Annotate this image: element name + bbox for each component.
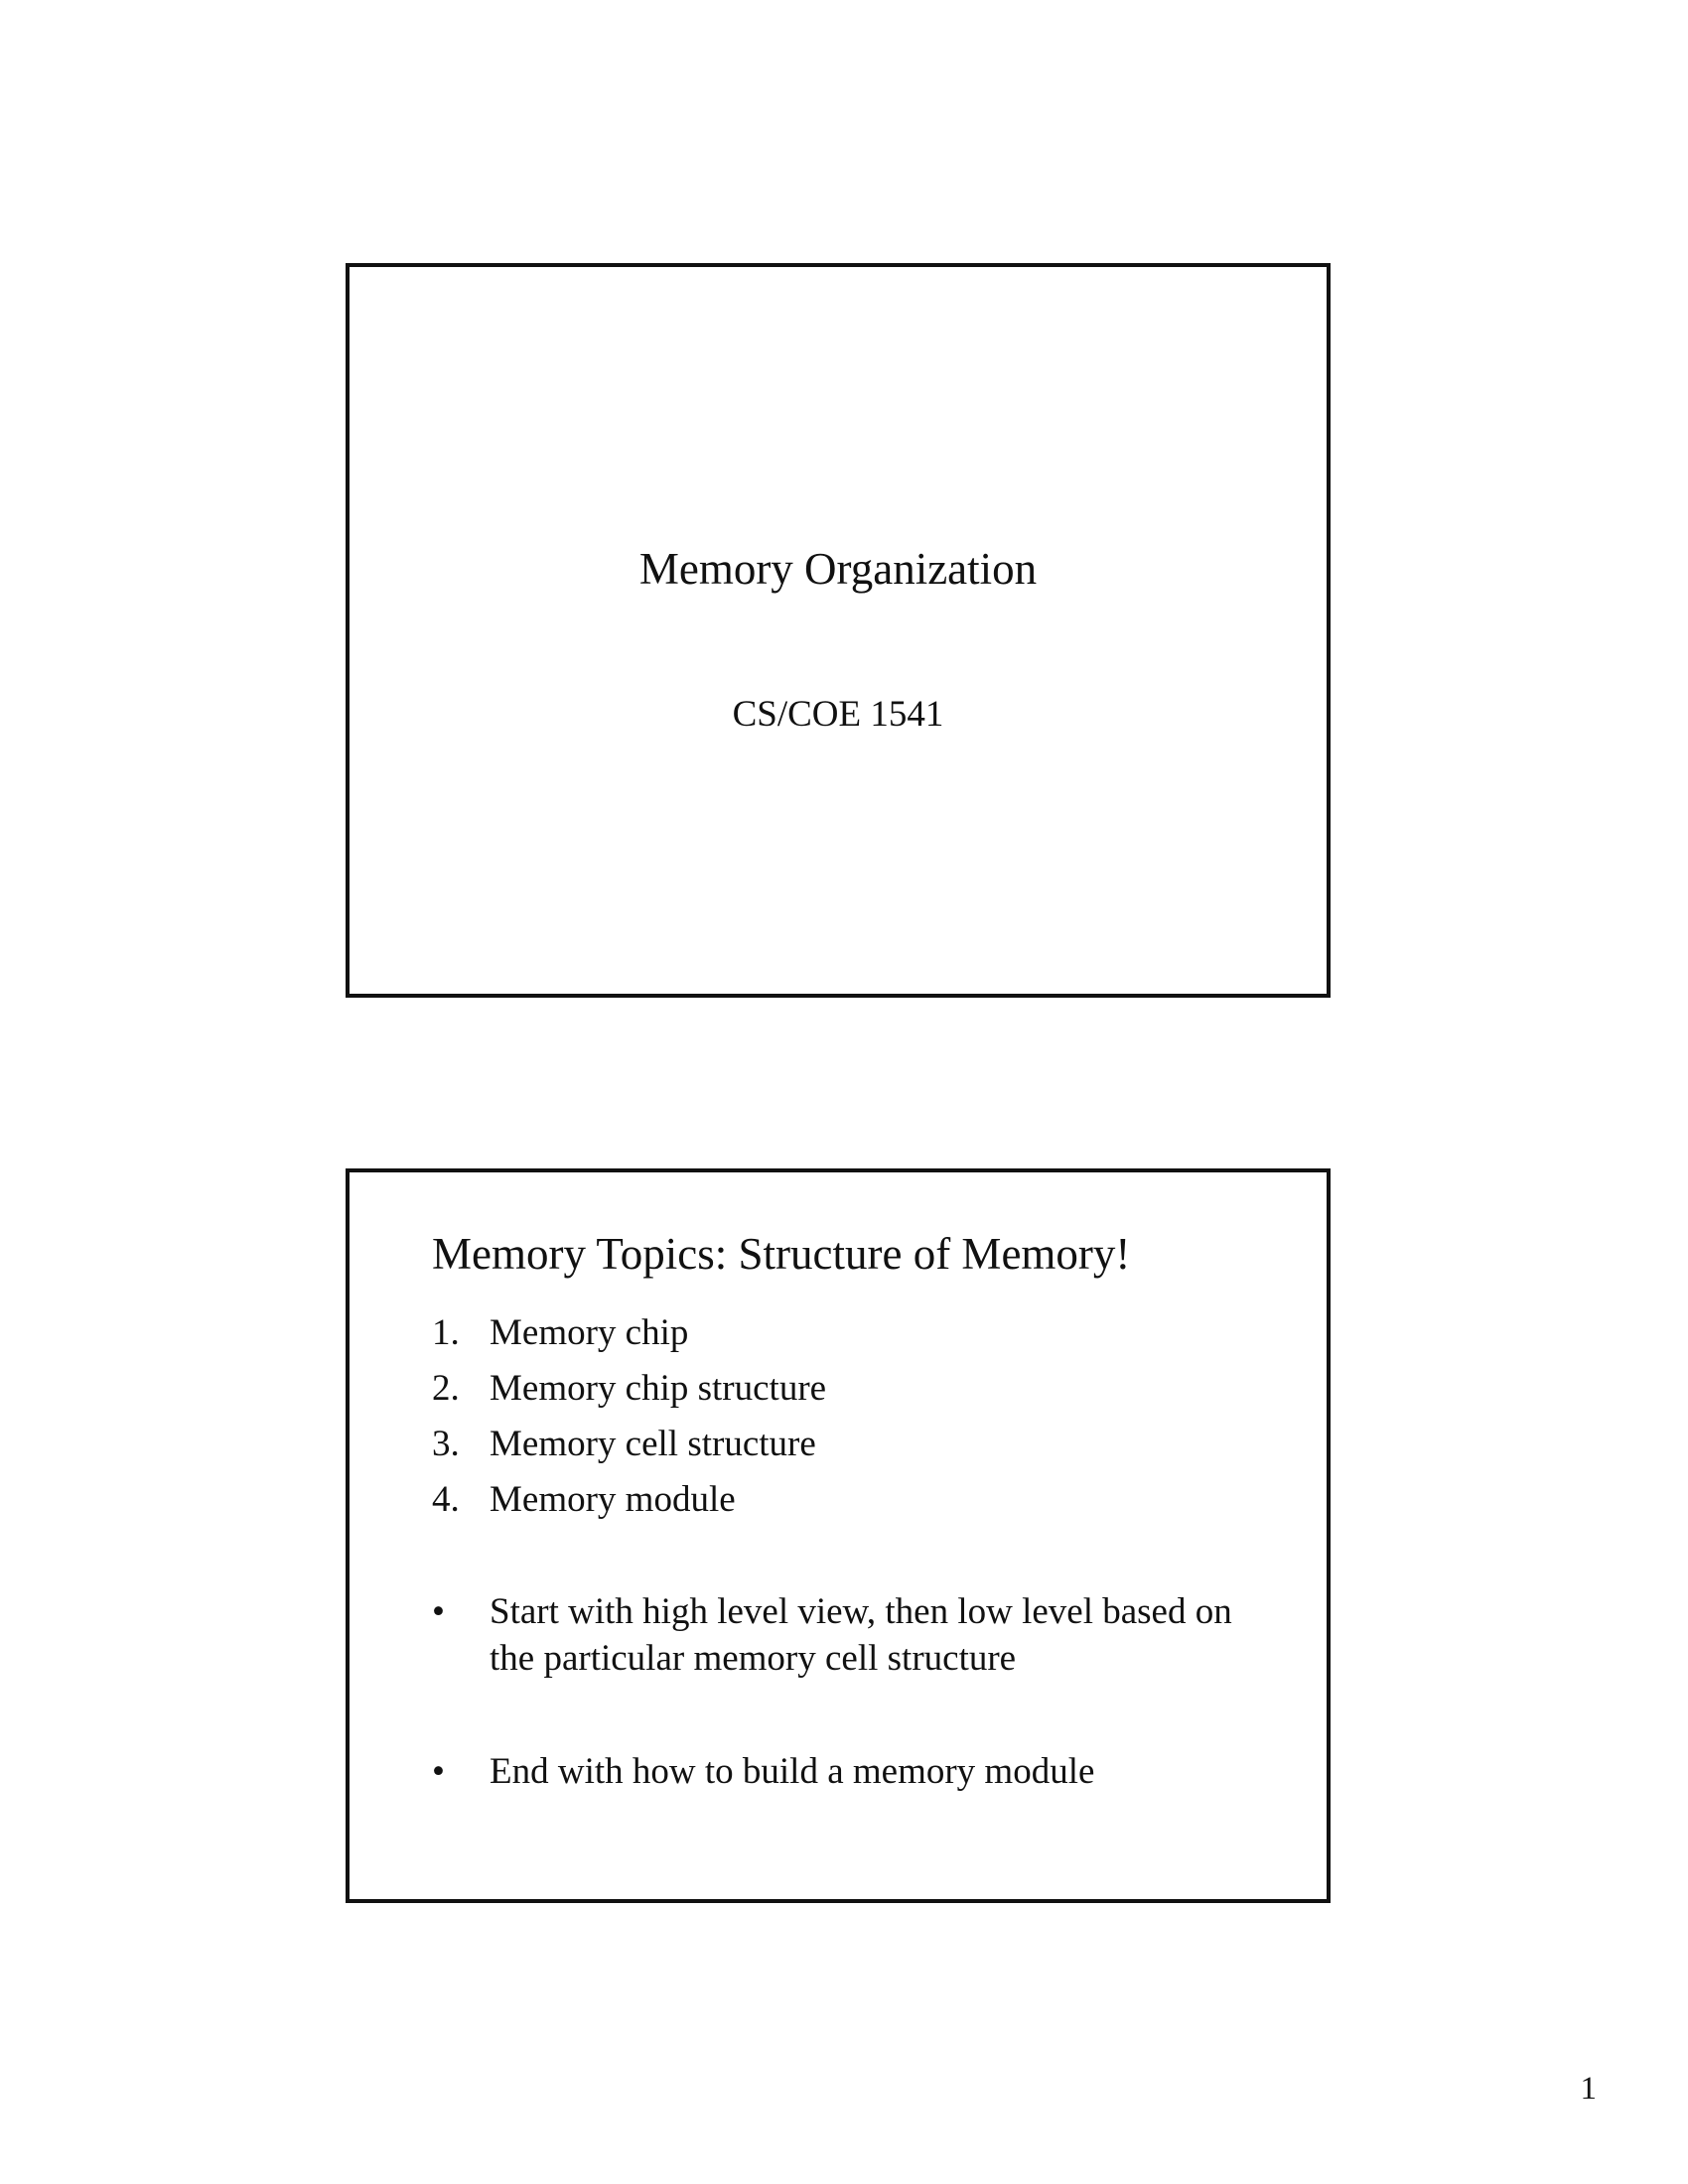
list-item-text: Memory chip structure <box>490 1368 827 1409</box>
list-item-text: Memory module <box>490 1479 736 1520</box>
bullet-marker: • <box>432 1751 445 1792</box>
slide-1-subtitle: CS/COE 1541 <box>732 694 944 735</box>
list-item-number: 4. <box>432 1479 460 1520</box>
list-item-text: Memory chip <box>490 1312 689 1353</box>
list-item <box>432 1314 826 1370</box>
slide-2 <box>346 1168 1331 1903</box>
numbered-list <box>432 1314 826 1537</box>
bullet-text: Start with high level view, then low level based on the particular memory cell structure <box>490 1591 1232 1679</box>
list-item-number: 1. <box>432 1312 460 1353</box>
list-item-text: Memory cell structure <box>490 1424 816 1464</box>
list-item-number: 2. <box>432 1368 460 1409</box>
list-item <box>432 1481 826 1537</box>
bullet-marker: • <box>432 1591 445 1632</box>
slide-1-title: Memory Organization <box>638 544 1038 594</box>
bullet-item <box>432 1588 1246 1682</box>
list-item <box>432 1370 826 1426</box>
list-item <box>432 1426 826 1481</box>
slide-1 <box>346 263 1331 998</box>
bullet-text: End with how to build a memory module <box>490 1751 1095 1792</box>
list-item-number: 3. <box>432 1424 460 1464</box>
slide-2-title: Memory Topics: Structure of Memory! <box>432 1229 1131 1279</box>
page-number: 1 <box>1580 2071 1597 2107</box>
bullet-item <box>432 1748 1246 1795</box>
